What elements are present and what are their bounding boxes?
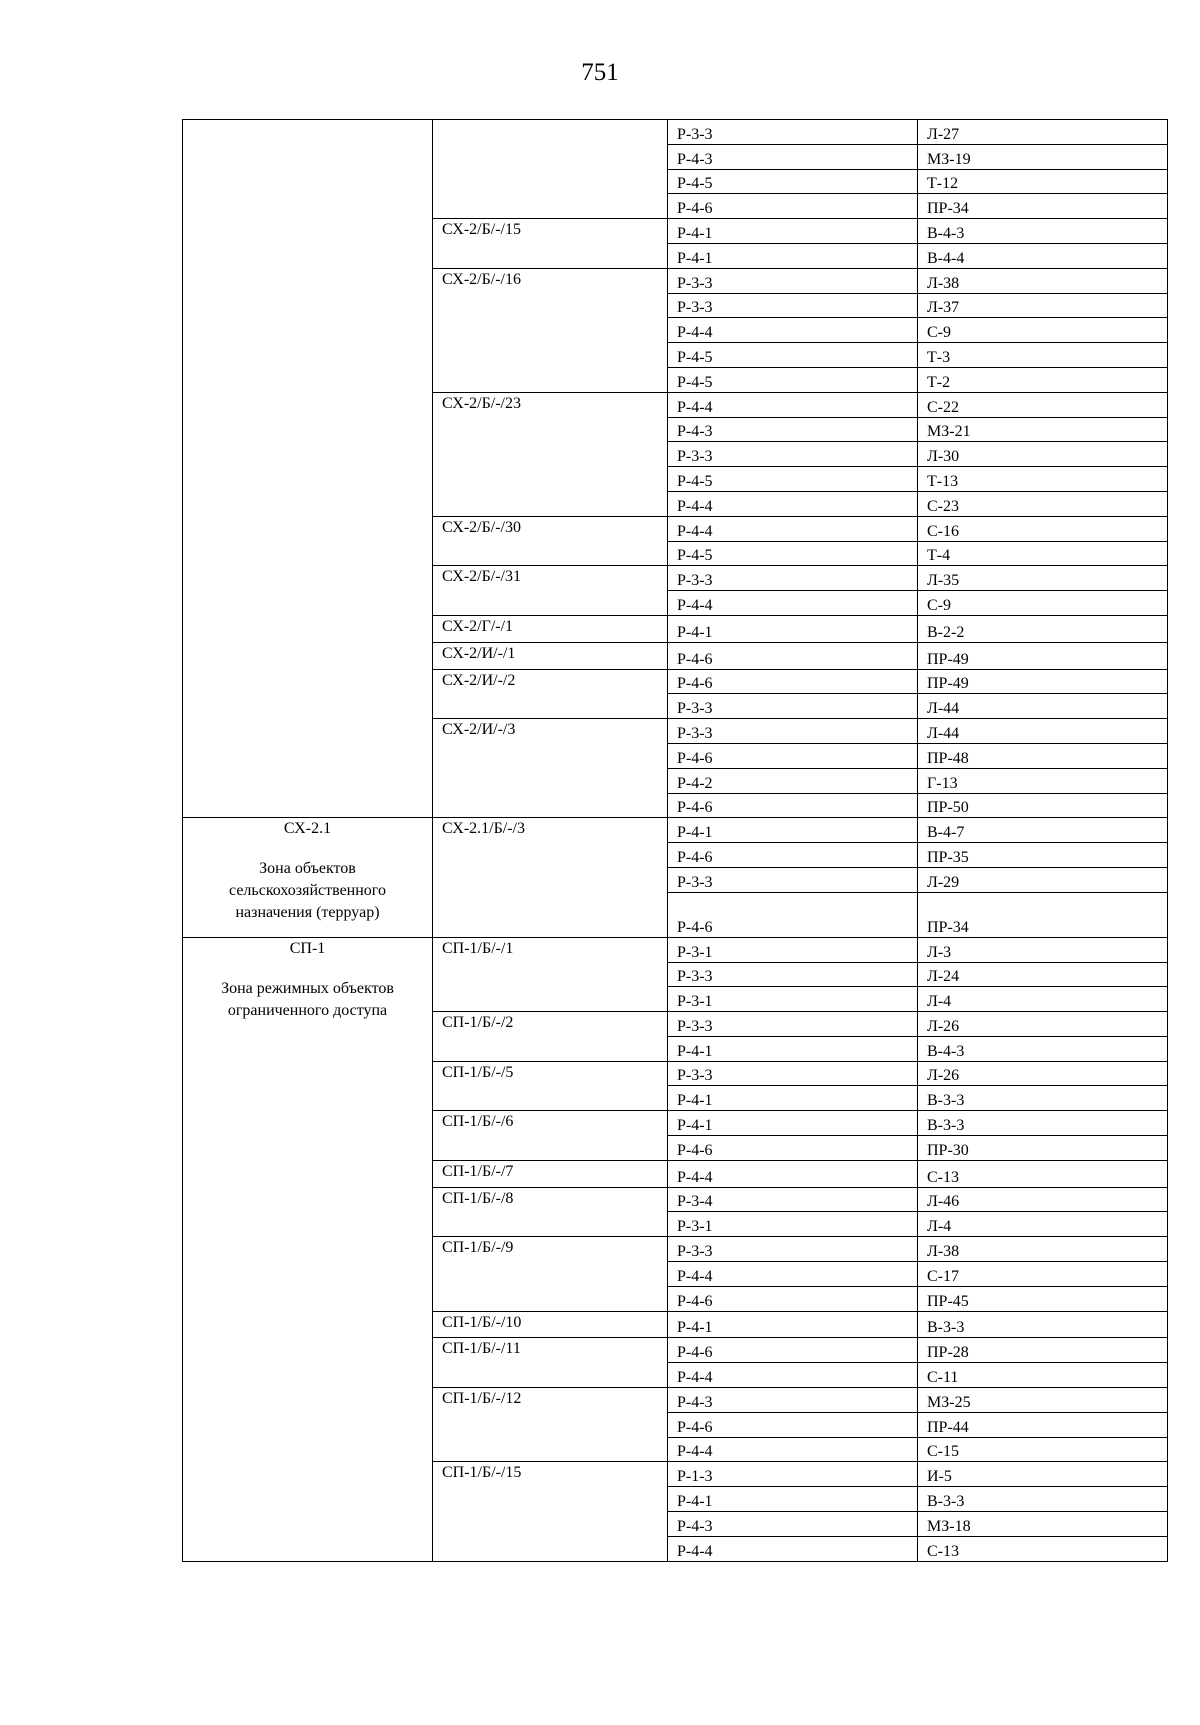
regulation-code: Р-4-6: [668, 1412, 918, 1437]
object-code: Л-46: [918, 1187, 1168, 1212]
subzone-code: СХ-2/И/-/2: [433, 669, 668, 719]
regulation-code: Р-4-4: [668, 1536, 918, 1561]
zones-table-body: [183, 120, 1168, 1562]
regulation-code: Р-4-3: [668, 1388, 918, 1413]
regulation-code: Р-4-3: [668, 144, 918, 169]
zone-cell: [183, 818, 433, 937]
subzone-code: СХ-2/Г/-/1: [433, 615, 668, 642]
regulation-code: Р-3-1: [668, 987, 918, 1012]
regulation-code: Р-3-3: [668, 120, 918, 145]
object-code: Т-12: [918, 169, 1168, 194]
object-code: Л-26: [918, 1012, 1168, 1037]
regulation-code: Р-3-3: [668, 293, 918, 318]
regulation-code: Р-3-3: [668, 566, 918, 591]
object-code: Л-29: [918, 867, 1168, 892]
object-code: Л-35: [918, 566, 1168, 591]
object-code: ПР-49: [918, 642, 1168, 669]
regulation-code: Р-4-6: [668, 1136, 918, 1161]
object-code: Л-27: [918, 120, 1168, 145]
object-code: ПР-44: [918, 1412, 1168, 1437]
object-code: ПР-28: [918, 1338, 1168, 1363]
object-code: ПР-49: [918, 669, 1168, 694]
object-code: В-4-7: [918, 818, 1168, 843]
zone-cell: [183, 120, 433, 818]
subzone-code: СХ-2/Б/-/15: [433, 219, 668, 269]
object-code: МЗ-18: [918, 1512, 1168, 1537]
regulation-code: Р-4-1: [668, 1036, 918, 1061]
object-code: Л-38: [918, 268, 1168, 293]
regulation-code: Р-4-1: [668, 1086, 918, 1111]
zone-code: СХ-2.1: [283, 820, 332, 838]
regulation-code: Р-3-3: [668, 1061, 918, 1086]
object-code: С-9: [918, 591, 1168, 616]
regulation-code: Р-4-5: [668, 541, 918, 566]
page-number: 751: [581, 59, 619, 86]
table-row: [183, 937, 1168, 962]
object-code: Т-2: [918, 367, 1168, 392]
object-code: ПР-50: [918, 793, 1168, 818]
object-code: В-3-3: [918, 1487, 1168, 1512]
subzone-code: СХ-2/Б/-/31: [433, 566, 668, 616]
subzone-code: СП-1/Б/-/10: [433, 1311, 668, 1338]
regulation-code: Р-4-3: [668, 1512, 918, 1537]
regulation-code: Р-4-2: [668, 768, 918, 793]
zone-cell: [183, 937, 433, 1561]
object-code: Т-3: [918, 343, 1168, 368]
object-code: ПР-45: [918, 1286, 1168, 1311]
regulation-code: Р-4-1: [668, 1311, 918, 1338]
regulation-code: Р-4-5: [668, 467, 918, 492]
zone-code: СП-1: [289, 939, 326, 957]
object-code: Л-26: [918, 1061, 1168, 1086]
regulation-code: Р-4-3: [668, 417, 918, 442]
regulation-code: Р-4-6: [668, 743, 918, 768]
subzone-code: СП-1/Б/-/12: [433, 1388, 668, 1462]
object-code: В-2-2: [918, 615, 1168, 642]
subzone-code: СП-1/Б/-/9: [433, 1237, 668, 1311]
regulation-code: Р-1-3: [668, 1462, 918, 1487]
object-code: ПР-35: [918, 843, 1168, 868]
object-code: Л-44: [918, 694, 1168, 719]
object-code: И-5: [918, 1462, 1168, 1487]
object-code: МЗ-19: [918, 144, 1168, 169]
regulation-code: Р-4-5: [668, 343, 918, 368]
regulation-code: Р-4-4: [668, 1160, 918, 1187]
object-code: С-13: [918, 1160, 1168, 1187]
subzone-code: СХ-2/Б/-/23: [433, 392, 668, 516]
object-code: С-16: [918, 516, 1168, 541]
subzone-code: СХ-2/И/-/1: [433, 642, 668, 669]
regulation-code: Р-4-5: [668, 367, 918, 392]
object-code: ПР-30: [918, 1136, 1168, 1161]
object-code: Л-37: [918, 293, 1168, 318]
object-code: С-22: [918, 392, 1168, 417]
subzone-code: СП-1/Б/-/6: [433, 1111, 668, 1161]
subzone-code: СХ-2/Б/-/30: [433, 516, 668, 566]
object-code: С-9: [918, 318, 1168, 343]
regulation-code: Р-3-3: [668, 694, 918, 719]
regulation-code: Р-4-1: [668, 1111, 918, 1136]
object-code: Л-30: [918, 442, 1168, 467]
object-code: МЗ-21: [918, 417, 1168, 442]
object-code: Л-44: [918, 719, 1168, 744]
regulation-code: Р-3-1: [668, 937, 918, 962]
subzone-code: СП-1/Б/-/15: [433, 1462, 668, 1561]
subzone-code: СП-1/Б/-/5: [433, 1061, 668, 1111]
regulation-code: Р-3-3: [668, 1237, 918, 1262]
regulation-code: Р-4-4: [668, 491, 918, 516]
object-code: Г-13: [918, 768, 1168, 793]
subzone-code: СП-1/Б/-/2: [433, 1012, 668, 1062]
regulation-code: Р-4-6: [668, 1338, 918, 1363]
regulation-code: Р-4-1: [668, 615, 918, 642]
regulation-code: Р-4-6: [668, 793, 918, 818]
regulation-code: Р-3-3: [668, 442, 918, 467]
object-code: ПР-48: [918, 743, 1168, 768]
subzone-code: СП-1/Б/-/7: [433, 1160, 668, 1187]
object-code: МЗ-25: [918, 1388, 1168, 1413]
subzone-code: СП-1/Б/-/1: [433, 937, 668, 1011]
object-code: В-3-3: [918, 1086, 1168, 1111]
regulation-code: Р-4-6: [668, 669, 918, 694]
regulation-code: Р-4-1: [668, 818, 918, 843]
zone-name: Зона режимных объектов ограниченного доступа: [221, 979, 394, 1019]
object-code: С-15: [918, 1437, 1168, 1462]
regulation-code: Р-4-4: [668, 392, 918, 417]
subzone-code: СП-1/Б/-/11: [433, 1338, 668, 1388]
subzone-code: [433, 120, 668, 219]
regulation-code: Р-4-1: [668, 219, 918, 244]
object-code: С-23: [918, 491, 1168, 516]
object-code: В-4-3: [918, 1036, 1168, 1061]
object-code: Л-24: [918, 962, 1168, 987]
regulation-code: Р-3-3: [668, 1012, 918, 1037]
regulation-code: Р-3-1: [668, 1212, 918, 1237]
regulation-code: Р-3-3: [668, 962, 918, 987]
regulation-code: Р-4-4: [668, 1262, 918, 1287]
regulation-code: Р-4-1: [668, 1487, 918, 1512]
subzone-code: СХ-2/И/-/3: [433, 719, 668, 818]
object-code: В-3-3: [918, 1311, 1168, 1338]
regulation-code: Р-4-4: [668, 1437, 918, 1462]
object-code: Л-4: [918, 1212, 1168, 1237]
object-code: С-11: [918, 1363, 1168, 1388]
regulation-code: Р-4-6: [668, 194, 918, 219]
object-code: ПР-34: [918, 892, 1168, 937]
object-code: Л-3: [918, 937, 1168, 962]
regulation-code: Р-3-3: [668, 719, 918, 744]
subzone-code: СП-1/Б/-/8: [433, 1187, 668, 1237]
object-code: Т-4: [918, 541, 1168, 566]
regulation-code: Р-3-4: [668, 1187, 918, 1212]
subzone-code: СХ-2/Б/-/16: [433, 268, 668, 392]
regulation-code: Р-3-3: [668, 268, 918, 293]
regulation-code: Р-4-6: [668, 642, 918, 669]
regulation-code: Р-4-4: [668, 1363, 918, 1388]
zones-table: [182, 119, 1168, 1562]
object-code: В-3-3: [918, 1111, 1168, 1136]
regulation-code: Р-4-4: [668, 516, 918, 541]
object-code: В-4-3: [918, 219, 1168, 244]
zone-name: Зона объектов сельскохозяйственного назначения (терруар): [229, 860, 386, 922]
regulation-code: Р-4-4: [668, 591, 918, 616]
regulation-code: Р-4-6: [668, 843, 918, 868]
regulation-code: Р-4-5: [668, 169, 918, 194]
subzone-code: СХ-2.1/Б/-/3: [433, 818, 668, 937]
regulation-code: Р-4-6: [668, 1286, 918, 1311]
regulation-code: Р-4-6: [668, 892, 918, 937]
object-code: В-4-4: [918, 243, 1168, 268]
object-code: Л-38: [918, 1237, 1168, 1262]
regulation-code: Р-3-3: [668, 867, 918, 892]
regulation-code: Р-4-1: [668, 243, 918, 268]
object-code: Л-4: [918, 987, 1168, 1012]
object-code: С-17: [918, 1262, 1168, 1287]
object-code: Т-13: [918, 467, 1168, 492]
object-code: С-13: [918, 1536, 1168, 1561]
regulation-code: Р-4-4: [668, 318, 918, 343]
object-code: ПР-34: [918, 194, 1168, 219]
table-row: [183, 818, 1168, 843]
table-row: [183, 120, 1168, 145]
